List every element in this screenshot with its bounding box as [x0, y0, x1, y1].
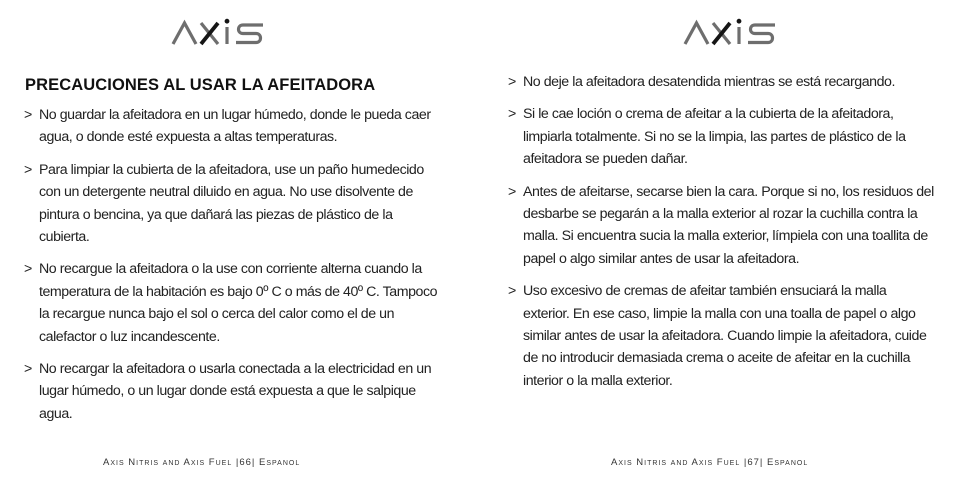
- axis-logo: [171, 18, 271, 48]
- list-item-text: Si le cae loción o crema de afeitar a la cubierta de la afeitadora, limpiarla totalmente. Si no se la limpia, las partes de plástico de la afeitadora se pueden dañar.: [523, 106, 906, 168]
- list-item: [24, 104, 444, 149]
- list-item: [508, 181, 936, 271]
- list-item-text: No recargue la afeitadora o la use con corriente alterna cuando la temperatura de la habitación es bajo 0º C o más de 40º C. Tampoco la recargue nunca bajo el sol o cerca del calor como el de un calefactor o luz incandescente.: [39, 261, 438, 345]
- list-item: [24, 258, 444, 348]
- page-footer: Axis Nitris and Axis Fuel |66| Espanol: [103, 457, 301, 468]
- list-item: [24, 358, 444, 425]
- list-item-text: Uso excesivo de cremas de afeitar también ensuciará la malla exterior. En ese caso, limpie la malla con una toalla de papel o algo similar antes de usar la afeitadora. Cuando limpie la afeitadora, cuide de no introducir demasiada crema o aceite de afeitar en la cuchilla interior o la malla exterior.: [523, 283, 927, 389]
- list-item-text: No deje la afeitadora desatendida mientras se está recargando.: [523, 74, 895, 90]
- list-item: [508, 71, 936, 93]
- list-item: [508, 280, 936, 392]
- list-item: [24, 159, 444, 249]
- page-footer: Axis Nitris and Axis Fuel |67| Espanol: [611, 457, 809, 468]
- right-page: [477, 0, 954, 477]
- precautions-list: [24, 104, 444, 435]
- axis-logo: [683, 18, 783, 48]
- bullet-marker: >: [24, 161, 32, 178]
- bullet-marker: >: [24, 261, 32, 278]
- bullet-marker: >: [508, 283, 516, 300]
- precautions-list: [508, 71, 936, 402]
- list-item-text: No guardar la afeitadora en un lugar húmedo, donde le pueda caer agua, o donde esté expuesta a altas temperaturas.: [39, 107, 431, 146]
- list-item-text: Para limpiar la cubierta de la afeitadora, use un paño humedecido con un detergente neutral diluido en agua. No use disolvente de pintura o bencina, ya que dañará las piezas de plástico de la cubierta.: [39, 161, 424, 246]
- bullet-marker: >: [24, 361, 32, 378]
- bullet-marker: >: [508, 183, 516, 200]
- list-item: [508, 103, 936, 170]
- bullet-marker: >: [24, 107, 32, 123]
- section-heading: PRECAUCIONES AL USAR LA AFEITADORA: [25, 76, 376, 94]
- list-item-text: Antes de afeitarse, secarse bien la cara. Porque si no, los residuos del desbarbe se pegarán a la malla exterior al rozar la cuchilla contra la malla. Si encuentra sucia la malla exterior, límpiela con una toallita de papel o algo similar antes de usar la afeitadora.: [523, 183, 934, 267]
- bullet-marker: >: [508, 74, 516, 90]
- bullet-marker: >: [508, 106, 516, 123]
- list-item-text: No recargar la afeitadora o usarla conectada a la electricidad en un lugar húmedo, o un lugar donde está expuesta a que le salpique agua.: [39, 361, 432, 422]
